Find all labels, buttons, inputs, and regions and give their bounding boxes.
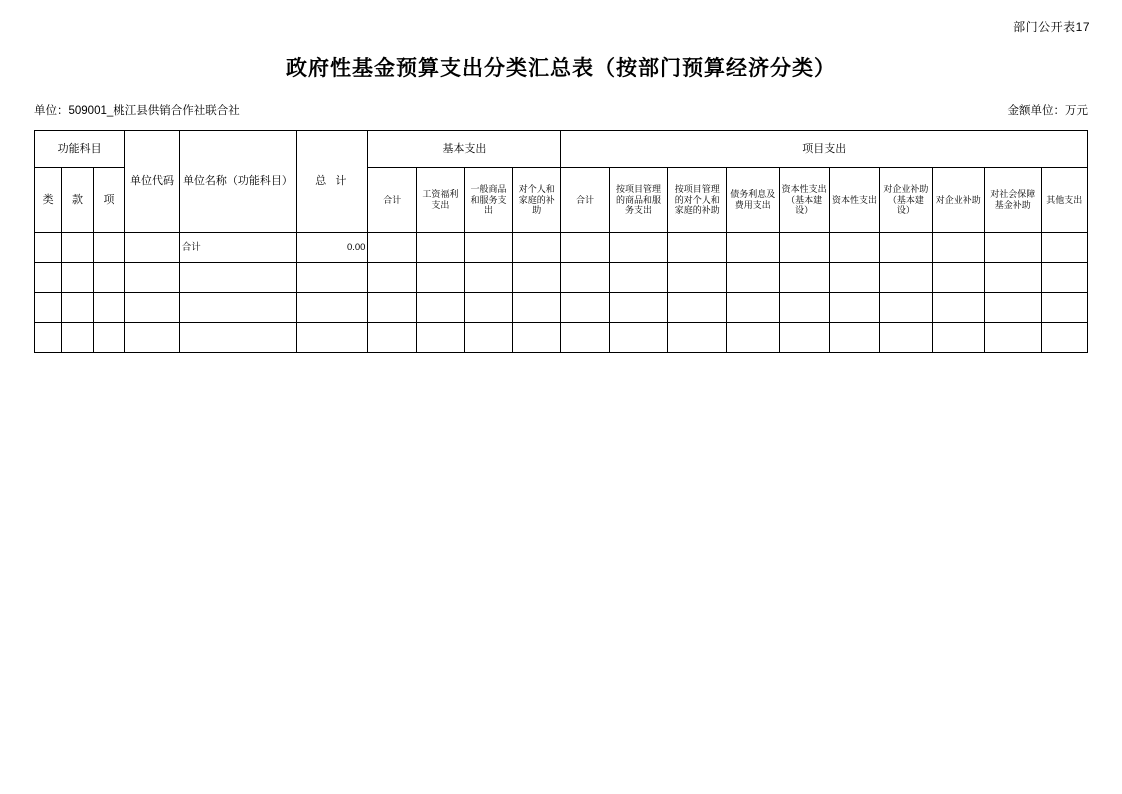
cell-project-personal [668, 293, 727, 323]
cell-project-capital-basic [779, 233, 829, 263]
cell-category [35, 263, 62, 293]
cell-project-social-security [985, 263, 1042, 293]
cell-project-personal [668, 233, 727, 263]
cell-project-debt [727, 323, 779, 353]
cell-unit-code [125, 293, 180, 323]
cell-project-debt [727, 233, 779, 263]
cell-item [93, 323, 124, 353]
header-item: 项 [93, 168, 124, 233]
cell-project-goods [609, 293, 668, 323]
table-row [35, 323, 1088, 353]
header-category: 类 [35, 168, 62, 233]
cell-basic-salary [416, 323, 464, 353]
cell-unit-name [179, 293, 296, 323]
cell-basic-goods [464, 263, 512, 293]
cell-basic-total [368, 233, 416, 263]
header-project-personal: 按项目管理的对个人和家庭的补助 [668, 168, 727, 233]
cell-item [93, 263, 124, 293]
cell-project-enterprise-basic [880, 233, 932, 263]
cell-project-goods [609, 233, 668, 263]
header-project-social-security: 对社会保障基金补助 [985, 168, 1042, 233]
cell-project-other [1041, 263, 1087, 293]
header-project-total: 合计 [561, 168, 609, 233]
cell-project-total [561, 263, 609, 293]
cell-project-enterprise [932, 293, 984, 323]
header-unit-code: 单位代码 [125, 131, 180, 233]
cell-item [93, 293, 124, 323]
cell-total [297, 263, 368, 293]
table-row [35, 233, 1088, 263]
budget-table [34, 130, 1088, 353]
cell-section [62, 263, 93, 293]
cell-project-personal [668, 263, 727, 293]
cell-section [62, 233, 93, 263]
cell-unit-code [125, 263, 180, 293]
header-project-capital-basic: 资本性支出（基本建设） [779, 168, 829, 233]
unit-label: 单位：509001_桃江县供销合作社联合社 [34, 105, 240, 117]
meta-row [34, 102, 1088, 118]
cell-project-social-security [985, 293, 1042, 323]
cell-project-total [561, 323, 609, 353]
cell-project-other [1041, 323, 1087, 353]
cell-project-other [1041, 293, 1087, 323]
cell-basic-total [368, 323, 416, 353]
cell-category [35, 293, 62, 323]
cell-project-personal [668, 323, 727, 353]
header-unit-name: 单位名称（功能科目） [179, 131, 296, 233]
header-project-other: 其他支出 [1041, 168, 1087, 233]
cell-category [35, 233, 62, 263]
cell-unit-code [125, 323, 180, 353]
cell-project-total [561, 293, 609, 323]
cell-project-capital [829, 263, 879, 293]
cell-basic-personal [513, 293, 561, 323]
cell-basic-personal [513, 233, 561, 263]
header-basic-personal: 对个人和家庭的补助 [513, 168, 561, 233]
cell-project-debt [727, 263, 779, 293]
cell-project-enterprise [932, 263, 984, 293]
cell-unit-name: 合计 [179, 233, 296, 263]
cell-project-social-security [985, 233, 1042, 263]
cell-project-capital-basic [779, 293, 829, 323]
cell-project-enterprise-basic [880, 293, 932, 323]
cell-project-capital [829, 323, 879, 353]
cell-basic-goods [464, 233, 512, 263]
cell-project-other [1041, 233, 1087, 263]
header-project-capital: 资本性支出 [829, 168, 879, 233]
page-title: 政府性基金预算支出分类汇总表（按部门预算经济分类） [286, 57, 836, 80]
cell-basic-personal [513, 263, 561, 293]
cell-basic-salary [416, 233, 464, 263]
header-basic-salary: 工资福利支出 [416, 168, 464, 233]
cell-project-capital [829, 293, 879, 323]
cell-project-capital [829, 233, 879, 263]
header-project-enterprise: 对企业补助 [932, 168, 984, 233]
header-project-expenditure: 项目支出 [561, 131, 1088, 168]
header-section: 款 [62, 168, 93, 233]
cell-project-capital-basic [779, 263, 829, 293]
cell-project-total [561, 233, 609, 263]
cell-unit-name [179, 323, 296, 353]
cell-project-capital-basic [779, 323, 829, 353]
header-project-enterprise-basic: 对企业补助（基本建设） [880, 168, 932, 233]
cell-project-debt [727, 293, 779, 323]
table-row [35, 293, 1088, 323]
cell-section [62, 323, 93, 353]
page-label: 部门公开表17 [1013, 20, 1090, 34]
table-row [35, 263, 1088, 293]
header-total: 总 计 [297, 131, 368, 233]
cell-project-enterprise [932, 323, 984, 353]
cell-unit-name [179, 263, 296, 293]
cell-category [35, 323, 62, 353]
cell-project-enterprise-basic [880, 323, 932, 353]
amount-unit-label: 金额单位：万元 [1007, 105, 1088, 117]
cell-project-goods [609, 263, 668, 293]
cell-basic-goods [464, 323, 512, 353]
header-function-subject: 功能科目 [35, 131, 125, 168]
cell-section [62, 293, 93, 323]
header-project-debt: 债务利息及费用支出 [727, 168, 779, 233]
cell-basic-personal [513, 323, 561, 353]
cell-total [297, 323, 368, 353]
cell-project-social-security [985, 323, 1042, 353]
cell-basic-total [368, 263, 416, 293]
header-project-goods: 按项目管理的商品和服务支出 [609, 168, 668, 233]
cell-basic-salary [416, 293, 464, 323]
cell-project-enterprise [932, 233, 984, 263]
cell-basic-salary [416, 263, 464, 293]
cell-basic-goods [464, 293, 512, 323]
cell-item [93, 233, 124, 263]
cell-basic-total [368, 293, 416, 323]
cell-total: 0.00 [297, 233, 368, 263]
header-basic-goods: 一般商品和服务支出 [464, 168, 512, 233]
header-basic-expenditure: 基本支出 [368, 131, 561, 168]
cell-project-goods [609, 323, 668, 353]
cell-total [297, 293, 368, 323]
cell-unit-code [125, 233, 180, 263]
header-basic-total: 合计 [368, 168, 416, 233]
cell-project-enterprise-basic [880, 263, 932, 293]
